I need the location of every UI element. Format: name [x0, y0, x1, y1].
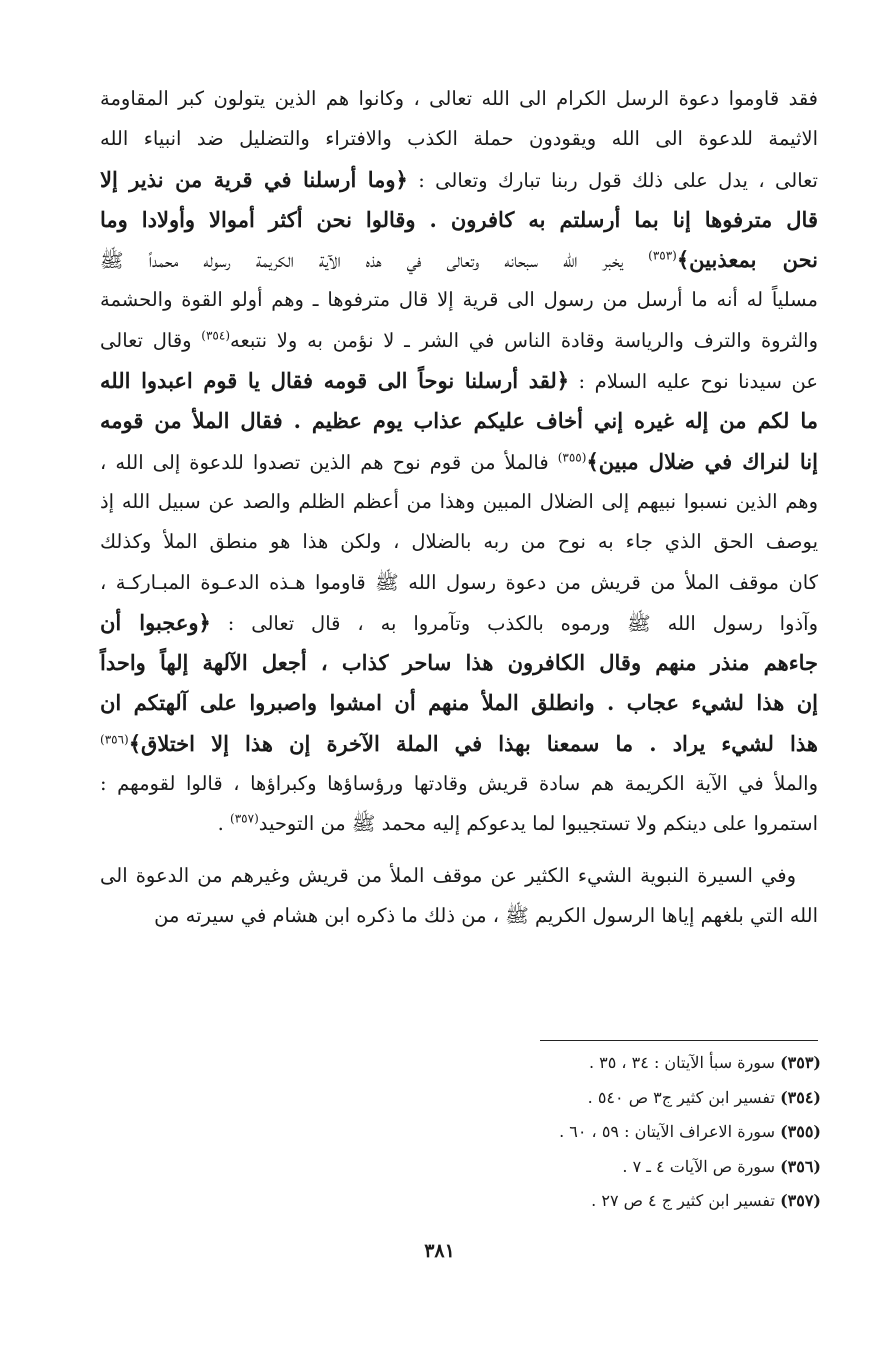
quran-quote: جاءهم منذر منهم وقال الكافرون هذا ساحر كذاب ، أجعل الآلهة إلهاً واحداً [100, 650, 818, 676]
text-line [100, 724, 818, 764]
quran-quote: هذا لشيء يراد . ما سمعنا بهذا في الملة الآخرة إن هذا إلا اختلاق﴾ [128, 730, 818, 756]
text-line [100, 240, 818, 280]
text-run: وآذوا رسول الله ﷺ ورموه بالكذب وتآمروا به ، قال تعالى : [210, 611, 818, 635]
text-line [100, 200, 818, 240]
paragraph-2 [100, 856, 818, 937]
text-line [100, 361, 818, 401]
text-line [100, 401, 818, 441]
text-line [100, 603, 818, 643]
text-run: عن سيدنا نوح عليه السلام : [569, 370, 818, 394]
footnote-ref: (٣٥٣) [648, 248, 677, 263]
text-line [100, 321, 818, 361]
footnote-item [401, 1184, 821, 1219]
text-run: وهم الذين نسبوا نبيهم إلى الضلال المبين وهذا من أعظم الظلم والصد عن سبيل الله إذ [100, 489, 818, 513]
footnote-number: (٣٥٥) [780, 1122, 821, 1141]
text-line [100, 683, 818, 723]
text-line [100, 79, 818, 119]
text-line [100, 119, 818, 159]
text-line [100, 896, 818, 936]
quran-quote: ﴿لقد أرسلنا نوحاً الى قومه فقال يا قوم اعبدوا الله [100, 368, 570, 394]
text-line [100, 442, 818, 482]
quran-quote: نحن بمعذبين﴾ [676, 247, 818, 273]
main-text [100, 79, 818, 936]
footnote-ref: (٣٥٥) [557, 450, 587, 465]
quran-quote: ﴿وعجبوا أن [100, 609, 211, 635]
quran-quote: قال مترفوها إنا بما أرسلتم به كافرون . وقالوا نحن أكثر أموالا وأولادا وما [100, 206, 818, 232]
text-line [100, 563, 818, 603]
footnote-ref: (٣٥٦) [100, 732, 129, 747]
footnote-item [401, 1081, 821, 1116]
footnote-number: (٣٥٤) [780, 1087, 821, 1107]
text-run: وقال تعالى [100, 328, 202, 352]
paragraph-1 [100, 79, 818, 845]
quran-quote: إن هذا لشيء عجاب . وانطلق الملأ منهم أن امشوا واصبروا على آلهتكم ان [100, 690, 818, 716]
footnote-text: سورة ص الآيات ٤ ـ ٧ . [622, 1156, 775, 1176]
footnote-ref: (٣٥٧) [230, 811, 259, 826]
footnote-text: سورة الاعراف الآيتان : ٥٩ ، ٦٠ . [559, 1122, 775, 1141]
footnote-ref: (٣٥٤) [201, 328, 231, 343]
text-line [100, 160, 818, 200]
footnote-item [401, 1150, 821, 1185]
text-run: والملأ في الآية الكريمة هم سادة قريش وقادتها ورؤساؤها وكبراؤها ، قالوا لقومهم : [100, 772, 818, 796]
text-run: . [217, 812, 231, 836]
text-run: الاثيمة للدعوة الى الله ويقودون حملة الكذب والافتراء والتضليل ضد انبياء الله [100, 127, 818, 151]
footnote-text: سورة سبأ الآيتان : ٣٤ ، ٣٥ . [588, 1053, 775, 1072]
text-run: استمروا على دينكم ولا تستجيبوا لما يدعوكم إليه محمد ﷺ من التوحيد [258, 812, 818, 836]
page-number: ٣٨١ [424, 1240, 455, 1262]
text-run: الله التي بلغهم إياها الرسول الكريم ﷺ ، من ذلك ما ذكره ابن هشام في سيرته من [154, 903, 818, 927]
text-line [100, 522, 818, 562]
footnote-text: تفسير ابن كثير ج٣ ص ٥٤٠ . [587, 1087, 775, 1107]
text-run: فقد قاوموا دعوة الرسل الكرام الى الله تعالى ، وكانوا هم الذين يتولون كبر المقاومة [100, 87, 818, 110]
text-line [100, 764, 818, 804]
text-run: فالملأ من قوم نوح هم الذين تصدوا للدعوة إلى الله ، [100, 450, 558, 474]
text-run: تعالى ، يدل على ذلك قول ربنا تبارك وتعالى : [407, 168, 818, 192]
text-run: كان موقف الملأ من قريش من دعوة رسول الله ﷺ قاوموا هـذه الدعـوة المبـاركـة ، [100, 570, 818, 594]
footnotes [401, 1046, 821, 1219]
text-run: يوصف الحق الذي جاء به نوح من ربه بالضلال ، ولكن هذا هو منطق الملأ وكذلك [100, 530, 818, 554]
quran-quote: ﴿وما أرسلنا في قرية من نذير إلا [100, 166, 408, 192]
footnote-text: تفسير ابن كثير ج ٤ ص ٢٧ . [591, 1191, 775, 1210]
text-run: وفي السيرة النبوية الشيء الكثير عن موقف الملأ من قريش وغيرهم من الدعوة الى [100, 863, 796, 887]
quran-quote: إنا لنراك في ضلال مبين﴾ [586, 448, 818, 474]
footnote-item [401, 1046, 821, 1081]
footnote-number: (٣٥٣) [780, 1053, 821, 1072]
footnote-item [401, 1115, 821, 1150]
text-run: مسلياً له أنه ما أرسل من رسول الى قرية إلا قال مترفوها ـ وهم أولو القوة والحشمة [100, 288, 818, 312]
text-line [100, 856, 818, 896]
text-line [100, 482, 818, 522]
text-line [100, 804, 818, 844]
footnote-number: (٣٥٧) [780, 1191, 821, 1210]
footnote-divider [540, 1040, 818, 1041]
text-line [100, 280, 818, 320]
footnote-number: (٣٥٦) [780, 1156, 821, 1176]
text-run: والثروة والترف والرياسة وقادة الناس في الشر ـ لا نؤمن به ولا نتبعه [230, 328, 818, 352]
text-run: يخبر الله سبحانه وتعالى في هذه الآية الكريمة رسوله محمداً ﷺ [100, 249, 649, 273]
quran-quote: ما لكم من إله غيره إني أخاف عليكم عذاب يوم عظيم . فقال الملأ من قومه [100, 408, 818, 434]
text-line [100, 643, 818, 683]
